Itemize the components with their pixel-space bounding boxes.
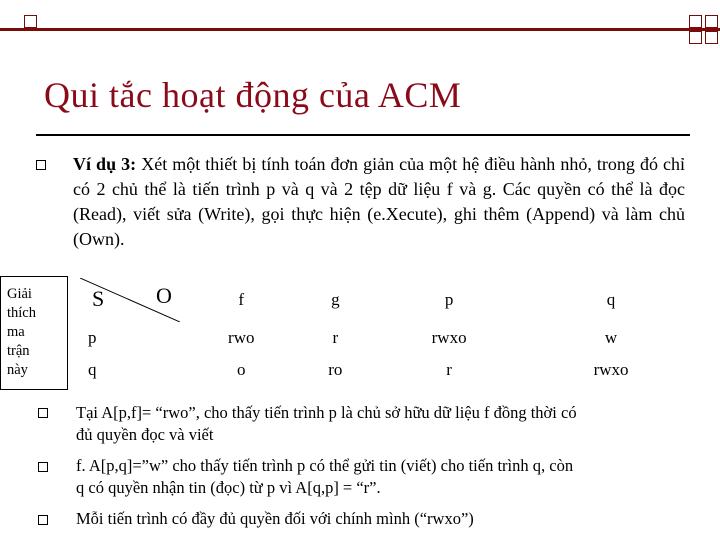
slide-title: Qui tắc hoạt động của ACM [44, 75, 462, 115]
decor-square-icon [689, 31, 702, 44]
row-header: q [88, 360, 97, 379]
matrix-cell: o [237, 360, 246, 379]
example-paragraph [73, 152, 685, 252]
example-text: Xét một thiết bị tính toán đơn giản của một hệ điều hành nhỏ, trong đó chỉ có 2 chủ thể là tiến trình p và q và 2 tệp dữ liệu f và g. Các quyền có thể là đọc (Read), viết sửa (Write), gọi thực hiện (e.Xecute), ghi thêm (Append) và làm chủ (Own). [73, 154, 686, 249]
decor-square-icon [705, 15, 718, 28]
note-item [76, 402, 688, 445]
matrix-row [80, 354, 692, 386]
column-header: p [444, 290, 454, 309]
note-line: f. A[p,q]=”w” cho thấy tiến trình p có thể gửi tin (viết) cho tiến trình q, còn [76, 456, 574, 475]
note-item [76, 455, 688, 498]
bullet-square-icon [38, 462, 48, 472]
matrix-header-row [80, 278, 692, 322]
side-note-line: này [7, 362, 28, 378]
side-note-line: thích [7, 305, 36, 321]
access-control-matrix [80, 278, 692, 386]
matrix-cell: ro [328, 360, 343, 379]
side-note-line: ma [7, 324, 25, 340]
note-item [76, 508, 688, 530]
matrix-cell: rwxo [431, 328, 467, 347]
subject-label: S [92, 286, 105, 311]
top-decoration [0, 0, 720, 40]
top-accent-line [0, 28, 720, 31]
note-line: Tại A[p,f]= “rwo”, cho thấy tiến trình p là chủ sở hữu dữ liệu f đồng thời có [76, 403, 577, 422]
decor-square-icon [705, 31, 718, 44]
matrix-cell: r [446, 360, 452, 379]
note-line: Mỗi tiến trình có đầy đủ quyền đối với chính mình (“rwxo”) [76, 509, 474, 528]
row-header: p [88, 328, 97, 347]
explanation-notes [76, 402, 688, 530]
column-header: q [606, 290, 616, 309]
note-line: đủ quyền đọc và viết [76, 424, 214, 444]
column-header: f [238, 290, 245, 309]
side-note-box [0, 276, 68, 390]
bullet-square-icon [38, 515, 48, 525]
example-label: Ví dụ 3: [73, 154, 137, 174]
matrix-cell: rwxo [593, 360, 629, 379]
matrix-row [80, 322, 692, 354]
matrix-cell: r [332, 328, 339, 347]
matrix-corner-cell [80, 278, 180, 322]
column-header: g [331, 290, 340, 309]
matrix-cell: rwo [228, 328, 255, 347]
decor-square-icon [24, 15, 37, 28]
title-divider [36, 134, 690, 136]
side-note-line: Giải [7, 286, 32, 302]
decor-square-icon [689, 15, 702, 28]
object-label: O [156, 283, 172, 308]
side-note-line: trận [7, 343, 30, 359]
bullet-square-icon [38, 408, 48, 418]
matrix-cell: w [604, 328, 618, 347]
note-line: q có quyền nhận tin (đọc) từ p vì A[q,p] = “r”. [76, 477, 381, 497]
bullet-square-icon [36, 160, 46, 170]
